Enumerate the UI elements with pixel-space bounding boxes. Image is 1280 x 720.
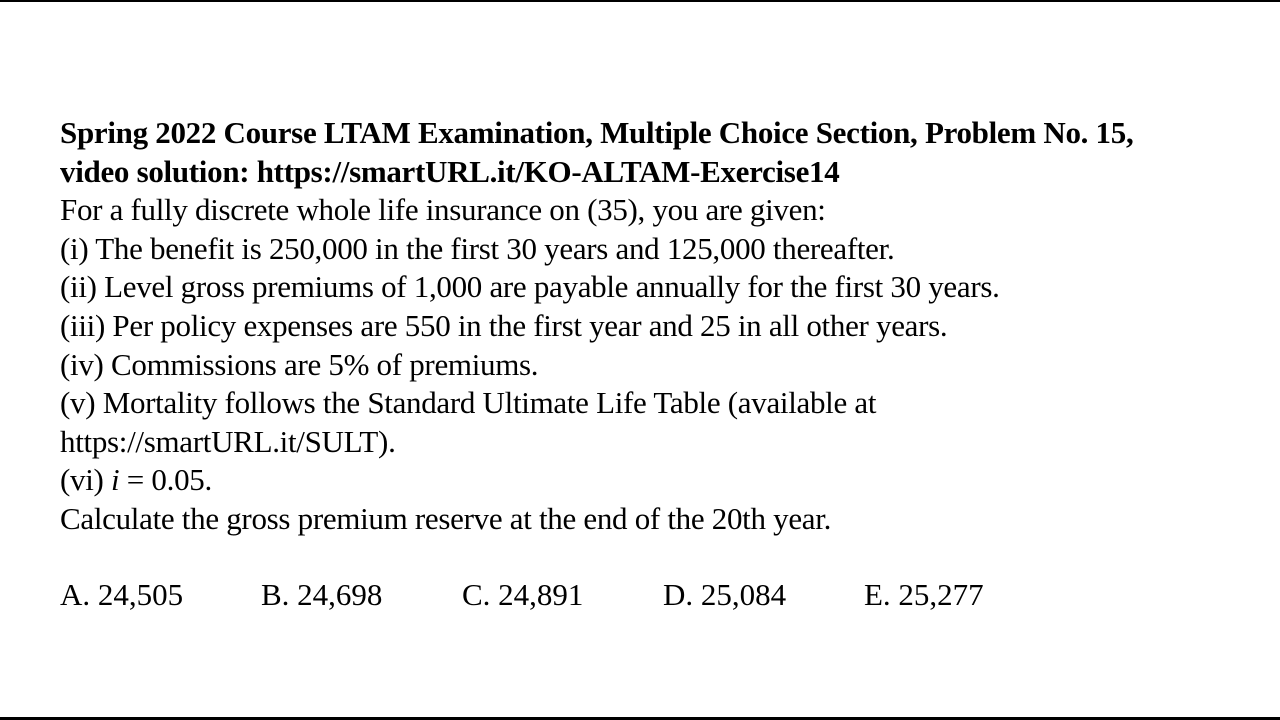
choice-c: C. 24,891: [462, 577, 584, 612]
given-item-i: (i) The benefit is 250,000 in the first 30 years and 125,000 thereafter.: [60, 230, 895, 266]
top-border: [0, 0, 1280, 2]
question-text: Calculate the gross premium reserve at the end of the 20th year.: [60, 500, 832, 536]
given-item-iii: (iii) Per policy expenses are 550 in the first year and 25 in all other years.: [60, 307, 948, 343]
choice-a: A. 24,505: [60, 577, 184, 612]
choice-b: B. 24,698: [261, 577, 383, 612]
answer-choices: [60, 576, 1160, 614]
problem-text: [60, 114, 1270, 539]
title-line-2: video solution: https://smartURL.it/KO-ALTAM-Exercise14: [60, 153, 840, 189]
problem-intro: For a fully discrete whole life insurance on (35), you are given:: [60, 192, 826, 228]
given-item-vi: [60, 461, 1270, 500]
given-item-iv: (iv) Commissions are 5% of premiums.: [60, 346, 539, 382]
given-item-vi-prefix: (vi): [60, 462, 112, 498]
choice-d: D. 25,084: [663, 577, 787, 612]
interest-rate-variable: i: [111, 462, 120, 498]
choice-e: E. 25,277: [864, 577, 984, 612]
title-line-1: Spring 2022 Course LTAM Examination, Multiple Choice Section, Problem No. 15,: [60, 115, 1134, 150]
given-item-ii: (ii) Level gross premiums of 1,000 are payable annually for the first 30 years.: [60, 269, 1000, 305]
given-item-v-line-2: https://smartURL.it/SULT).: [60, 423, 396, 459]
given-item-vi-value: = 0.05.: [119, 462, 212, 498]
given-item-v-line-1: (v) Mortality follows the Standard Ultimate Life Table (available at: [60, 385, 877, 421]
